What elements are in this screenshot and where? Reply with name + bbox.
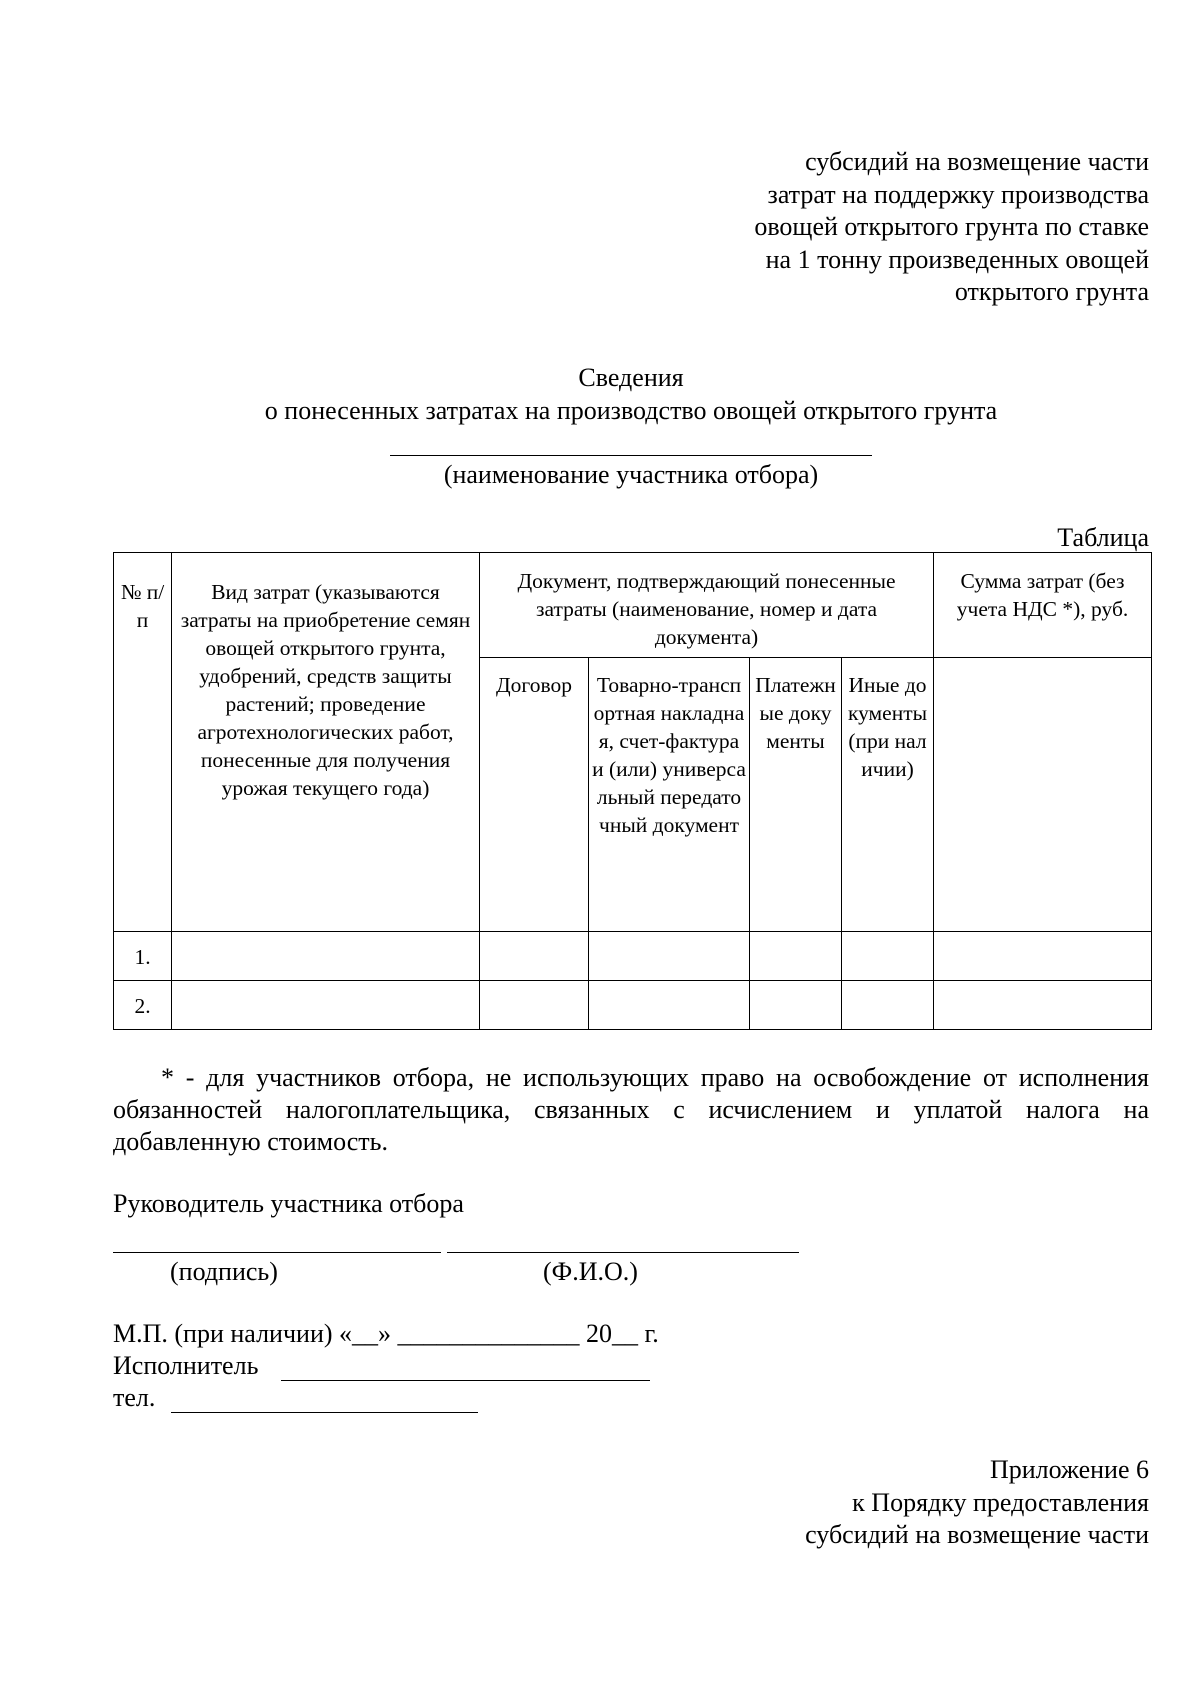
appendix-block — [805, 1454, 1149, 1552]
phone-label: тел. — [113, 1383, 156, 1412]
table-cell — [480, 932, 589, 981]
table-cell — [934, 658, 1152, 932]
table-cell — [589, 932, 750, 981]
subheader-waybill: Товарно-транспортная накладная, счет-фактура и (или) универсальный передаточный документ — [589, 658, 750, 932]
participant-name-line — [390, 455, 872, 456]
table-row — [114, 932, 1152, 981]
appendix-line: Приложение 6 — [989, 1455, 1149, 1484]
table-cell — [750, 981, 842, 1030]
row-number: 2. — [114, 981, 172, 1030]
stamp-date-line: М.П. (при наличии) «__» ______________ 20__ г. — [113, 1319, 659, 1348]
row-number: 1. — [114, 932, 172, 981]
costs-table — [113, 552, 1152, 1030]
header-block — [754, 146, 1149, 309]
table-cell — [934, 932, 1152, 981]
table-cell — [842, 932, 934, 981]
subheader-contract: Договор — [480, 658, 589, 932]
executor-label: Исполнитель — [113, 1351, 259, 1380]
table-label: Таблица — [1057, 523, 1149, 552]
header-line: на 1 тонну произведенных овощей — [765, 244, 1149, 274]
name-line — [447, 1252, 799, 1253]
table-cell — [934, 981, 1152, 1030]
table-cell — [172, 981, 480, 1030]
header-line: субсидий на возмещение части — [805, 147, 1149, 176]
appendix-line: субсидий на возмещение части — [805, 1520, 1149, 1549]
table-cell — [480, 981, 589, 1030]
appendix-line: к Порядку предоставления — [852, 1487, 1149, 1517]
table-cell — [750, 932, 842, 981]
col-header-number: № п/п — [114, 553, 172, 932]
participant-caption: (наименование участника отбора) — [443, 460, 819, 489]
footnote: * - для участников отбора, не использующих право на освобождение от исполнения обязанностей налогоплательщика, связанных с исчислением и уплатой налога на добавленную стоимость. — [113, 1063, 1149, 1156]
subheader-other-docs: Иные документы (при наличии) — [842, 658, 934, 932]
table-row — [114, 981, 1152, 1030]
head-of-participant-label: Руководитель участника отбора — [113, 1189, 464, 1218]
table-cell — [172, 932, 480, 981]
col-header-sum: Сумма затрат (без учета НДС *), руб. — [934, 553, 1152, 658]
phone-line — [171, 1412, 478, 1413]
signature-line — [113, 1252, 441, 1253]
col-header-cost-type: Вид затрат (указываются затраты на приобретение семян овощей открытого грунта, удобрений, средств защиты растений; проведение агротехнологических работ, понесенные для получения урожая текущего года) — [172, 553, 480, 932]
executor-line — [281, 1380, 650, 1381]
page-title: Сведения — [578, 363, 684, 392]
name-caption: (Ф.И.О.) — [543, 1257, 638, 1286]
table-cell — [589, 981, 750, 1030]
signature-caption: (подпись) — [170, 1257, 278, 1286]
header-line: овощей открытого грунта по ставке — [754, 212, 1149, 241]
table-cell — [842, 981, 934, 1030]
subheader-payment-docs: Платежные документы — [750, 658, 842, 932]
col-header-document: Документ, подтверждающий понесенные затраты (наименование, номер и дата документа) — [480, 553, 934, 658]
header-line: затрат на поддержку производства — [767, 179, 1149, 209]
page-subtitle: о понесенных затратах на производство овощей открытого грунта — [264, 396, 998, 425]
header-line: открытого грунта — [954, 277, 1149, 306]
